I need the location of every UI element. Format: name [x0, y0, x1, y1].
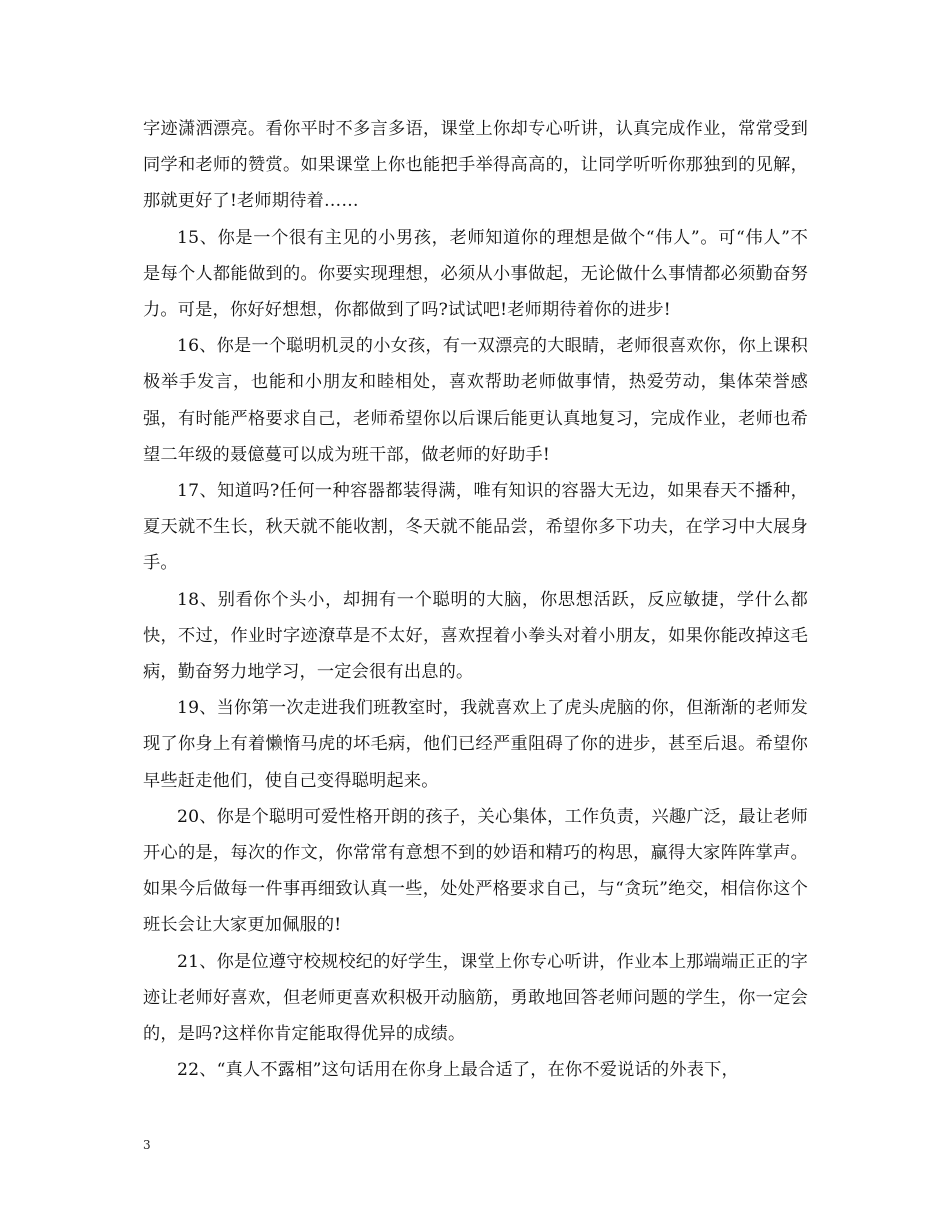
paragraph-comment-17: 17、知道吗?任何一种容器都装得满，唯有知识的容器大无边，如果春天不播种，夏天就不生长，秋天就不能收割，冬天就不能品尝，希望你多下功夫，在学习中大展身手。	[143, 481, 808, 574]
paragraph-comment-21: 21、你是位遵守校规校纪的好学生，课堂上你专心听讲，作业本上那端端正正的字迹让老师好喜欢，但老师更喜欢积极开动脑筋，勇敢地回答老师问题的学生，你一定会的，是吗?这样你肯定能取得优异的成绩。	[143, 951, 808, 1045]
document-body	[143, 111, 808, 1088]
paragraph-comment-19: 19、当你第一次走进我们班教室时，我就喜欢上了虎头虎脑的你，但渐渐的老师发现了你身上有着懒惰马虎的坏毛病，他们已经严重阻碍了你的进步，甚至后退。希望你早些赶走他们，使自己变得聪明起来。	[143, 698, 808, 791]
page-number: 3	[143, 1138, 151, 1152]
paragraph-comment-20: 20、你是个聪明可爱性格开朗的孩子，关心集体，工作负责，兴趣广泛，最让老师开心的是，每次的作文，你常常有意想不到的妙语和精巧的构思，赢得大家阵阵掌声。如果今后做每一件事再细致认真一些，处处严格要求自己，与“贪玩”绝交，相信你这个班长会让大家更加佩服的!	[143, 806, 808, 936]
paragraph-comment-22: 22、“真人不露相”这句话用在你身上最合适了，在你不爱说话的外表下，	[177, 1060, 739, 1081]
paragraph-continuation: 字迹潇洒漂亮。看你平时不多言多语，课堂上你却专心听讲，认真完成作业，常常受到同学和老师的赞赏。如果课堂上你也能把手举得高高的，让同学听听你那独到的见解，那就更好了!老师期待着……	[143, 119, 808, 212]
paragraph-comment-18: 18、别看你个头小，却拥有一个聪明的大脑，你思想活跃，反应敏捷，学什么都快，不过，作业时字迹潦草是不太好，喜欢捏着小拳头对着小朋友，如果你能改掉这毛病，勤奋努力地学习，一定会很有出息的。	[143, 589, 808, 683]
paragraph-comment-16: 16、你是一个聪明机灵的小女孩，有一双漂亮的大眼睛，老师很喜欢你，你上课积极举手发言，也能和小朋友和睦相处，喜欢帮助老师做事情，热爱劳动，集体荣誉感强，有时能严格要求自己，老师希望你以后课后能更认真地复习，完成作业，老师也希望二年级的聂億蔓可以成为班干部，做老师的好助手!	[143, 336, 808, 465]
paragraph-comment-15: 15、你是一个很有主见的小男孩，老师知道你的理想是做个“伟人”。可“伟人”不是每个人都能做到的。你要实现理想，必须从小事做起，无论做什么事情都必须勤奋努力。可是，你好好想想，你都做到了吗?试试吧!老师期待着你的进步!	[143, 227, 808, 321]
